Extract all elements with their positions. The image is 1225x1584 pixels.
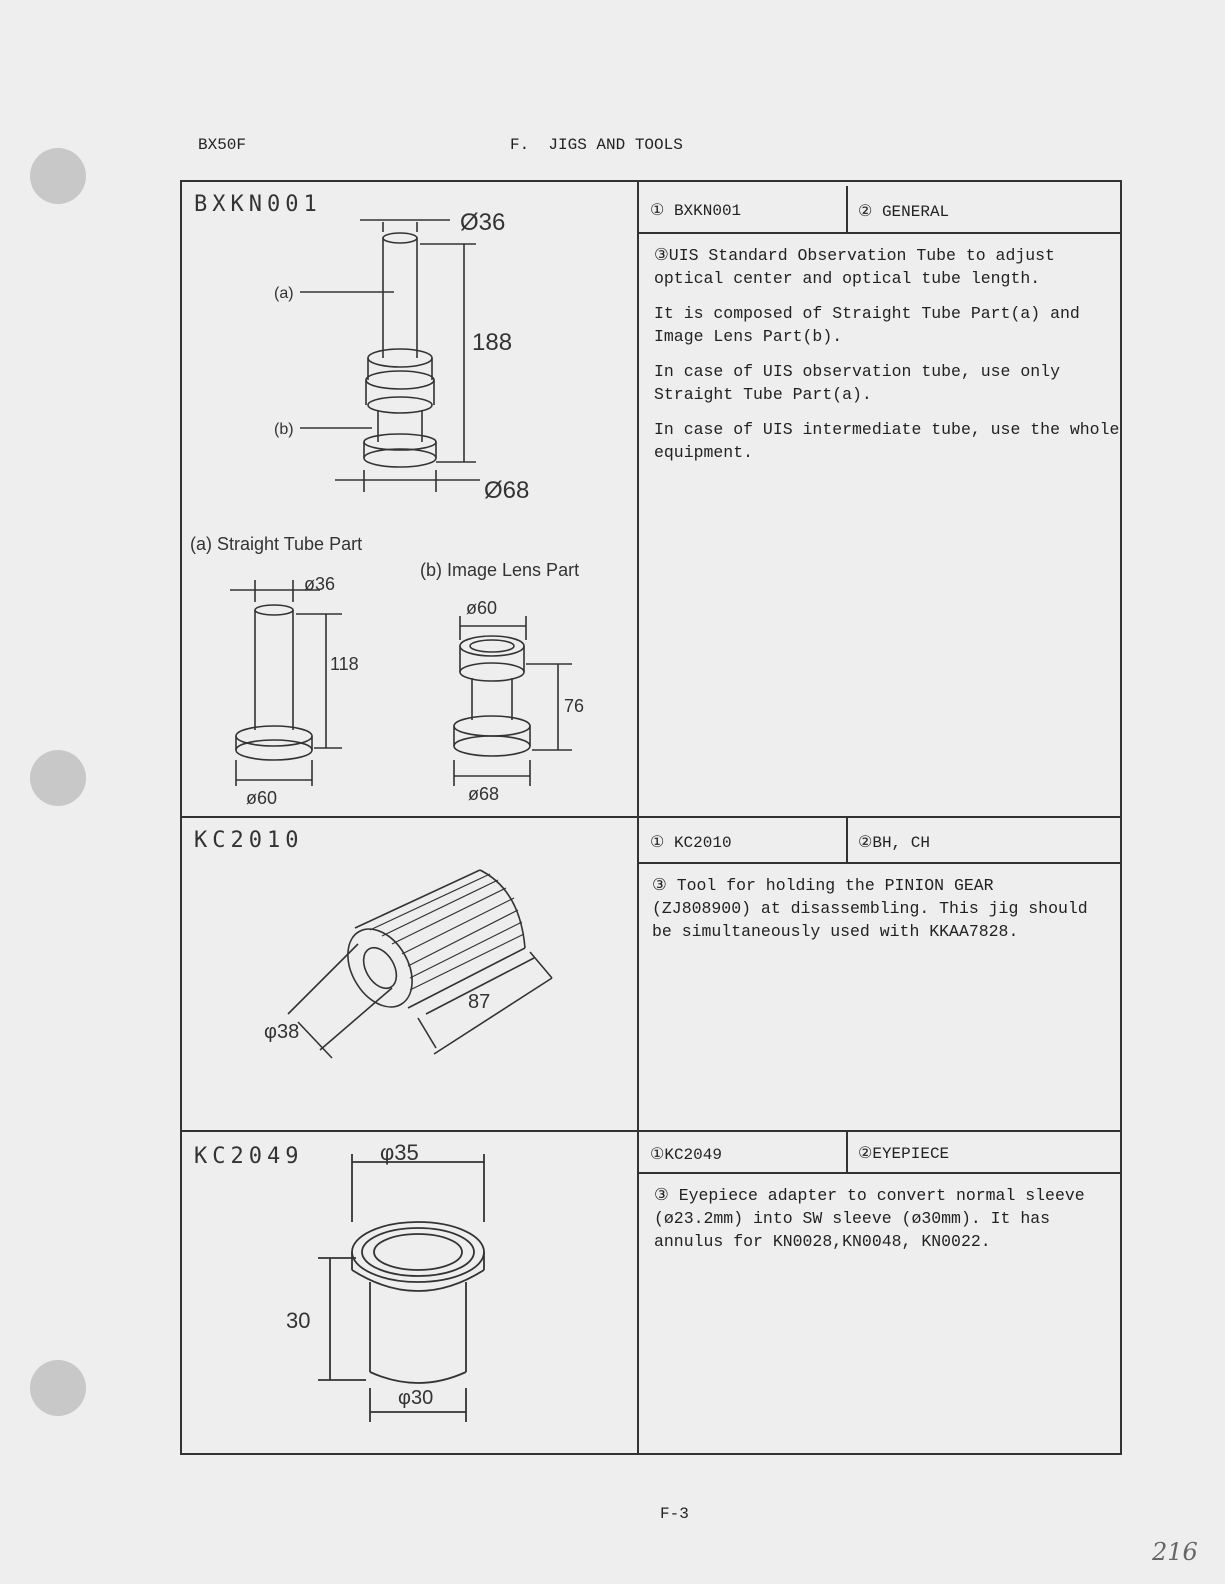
- kc2049-drawing: [180, 1132, 636, 1452]
- tool-table: [180, 180, 1122, 1455]
- item-title-kc2049: KC2049: [194, 1144, 304, 1169]
- item-code-bxkn001: ① BXKN001: [650, 202, 742, 220]
- part-a-dia-bottom: ø60: [246, 788, 278, 808]
- bxkn001-height: 188: [472, 329, 513, 356]
- bxkn001-dia-bottom: Ø68: [484, 477, 530, 504]
- part-a-height: 118: [330, 654, 359, 674]
- binder-hole-bottom: [30, 1360, 86, 1416]
- header-model: BX50F: [198, 136, 247, 154]
- cell-divider-1: [637, 232, 1122, 234]
- item-title-bxkn001: BXKN001: [194, 192, 322, 217]
- description-paragraph: ③ Eyepiece adapter to convert normal sleeve (ø23.2mm) into SW sleeve (ø30mm). It has annulus for KN0028,KN0048, KN0022.: [654, 1186, 1085, 1251]
- part-a-dia-top: ø36: [304, 574, 336, 594]
- item-title-kc2010: KC2010: [194, 828, 304, 853]
- bxkn001-label-b: (b): [274, 421, 294, 438]
- item-description-kc2049: [654, 1184, 1114, 1265]
- page-footer: F-3: [660, 1505, 689, 1523]
- kc2010-dia: φ38: [264, 1021, 300, 1043]
- binder-hole-middle: [30, 750, 86, 806]
- part-b-dia-top: ø60: [466, 598, 498, 618]
- part-b-height: 76: [564, 696, 585, 716]
- kc2010-length: 87: [468, 991, 491, 1013]
- description-paragraph: ③ Tool for holding the PINION GEAR (ZJ808900) at disassembling. This jig should be simultaneously used with KKAA7828.: [652, 876, 1088, 941]
- kc2049-height: 30: [286, 1308, 311, 1333]
- binder-hole-top: [30, 148, 86, 204]
- item-description-bxkn001: [654, 244, 1120, 476]
- bxkn001-label-a: (a): [274, 285, 294, 302]
- item-category-kc2049: ②EYEPIECE: [858, 1145, 950, 1163]
- bxkn001-drawing: [180, 180, 636, 814]
- kc2049-dia-bottom: φ30: [398, 1387, 434, 1409]
- description-paragraph: ③UIS Standard Observation Tube to adjust optical center and optical tube length.: [654, 246, 1055, 288]
- cell-divider-2: [637, 862, 1122, 864]
- handwritten-page-number: 216: [1152, 1538, 1198, 1566]
- item-category-kc2010: ②BH, CH: [858, 834, 930, 852]
- kc2049-dia-top: φ35: [380, 1140, 419, 1165]
- part-b-dia-bottom: ø68: [468, 784, 500, 804]
- cell-vdivider-1: [846, 186, 848, 232]
- item-category-bxkn001: ② GENERAL: [858, 203, 950, 221]
- kc2010-drawing: [180, 818, 636, 1128]
- cell-vdivider-2: [846, 816, 848, 862]
- description-paragraph: In case of UIS intermediate tube, use the whole equipment.: [654, 420, 1120, 462]
- description-paragraph: In case of UIS observation tube, use only Straight Tube Part(a).: [654, 362, 1060, 404]
- part-a-title: (a) Straight Tube Part: [190, 534, 363, 554]
- cell-vdivider-3: [846, 1130, 848, 1172]
- item-code-kc2010: ① KC2010: [650, 834, 732, 852]
- header-section: F. JIGS AND TOOLS: [510, 136, 683, 154]
- item-description-kc2010: [652, 874, 1102, 955]
- part-b-title: (b) Image Lens Part: [420, 560, 580, 580]
- description-paragraph: It is composed of Straight Tube Part(a) and Image Lens Part(b).: [654, 304, 1080, 346]
- cell-divider-3: [637, 1172, 1122, 1174]
- bxkn001-dia-top: Ø36: [460, 209, 506, 236]
- item-code-kc2049: ①KC2049: [650, 1146, 722, 1164]
